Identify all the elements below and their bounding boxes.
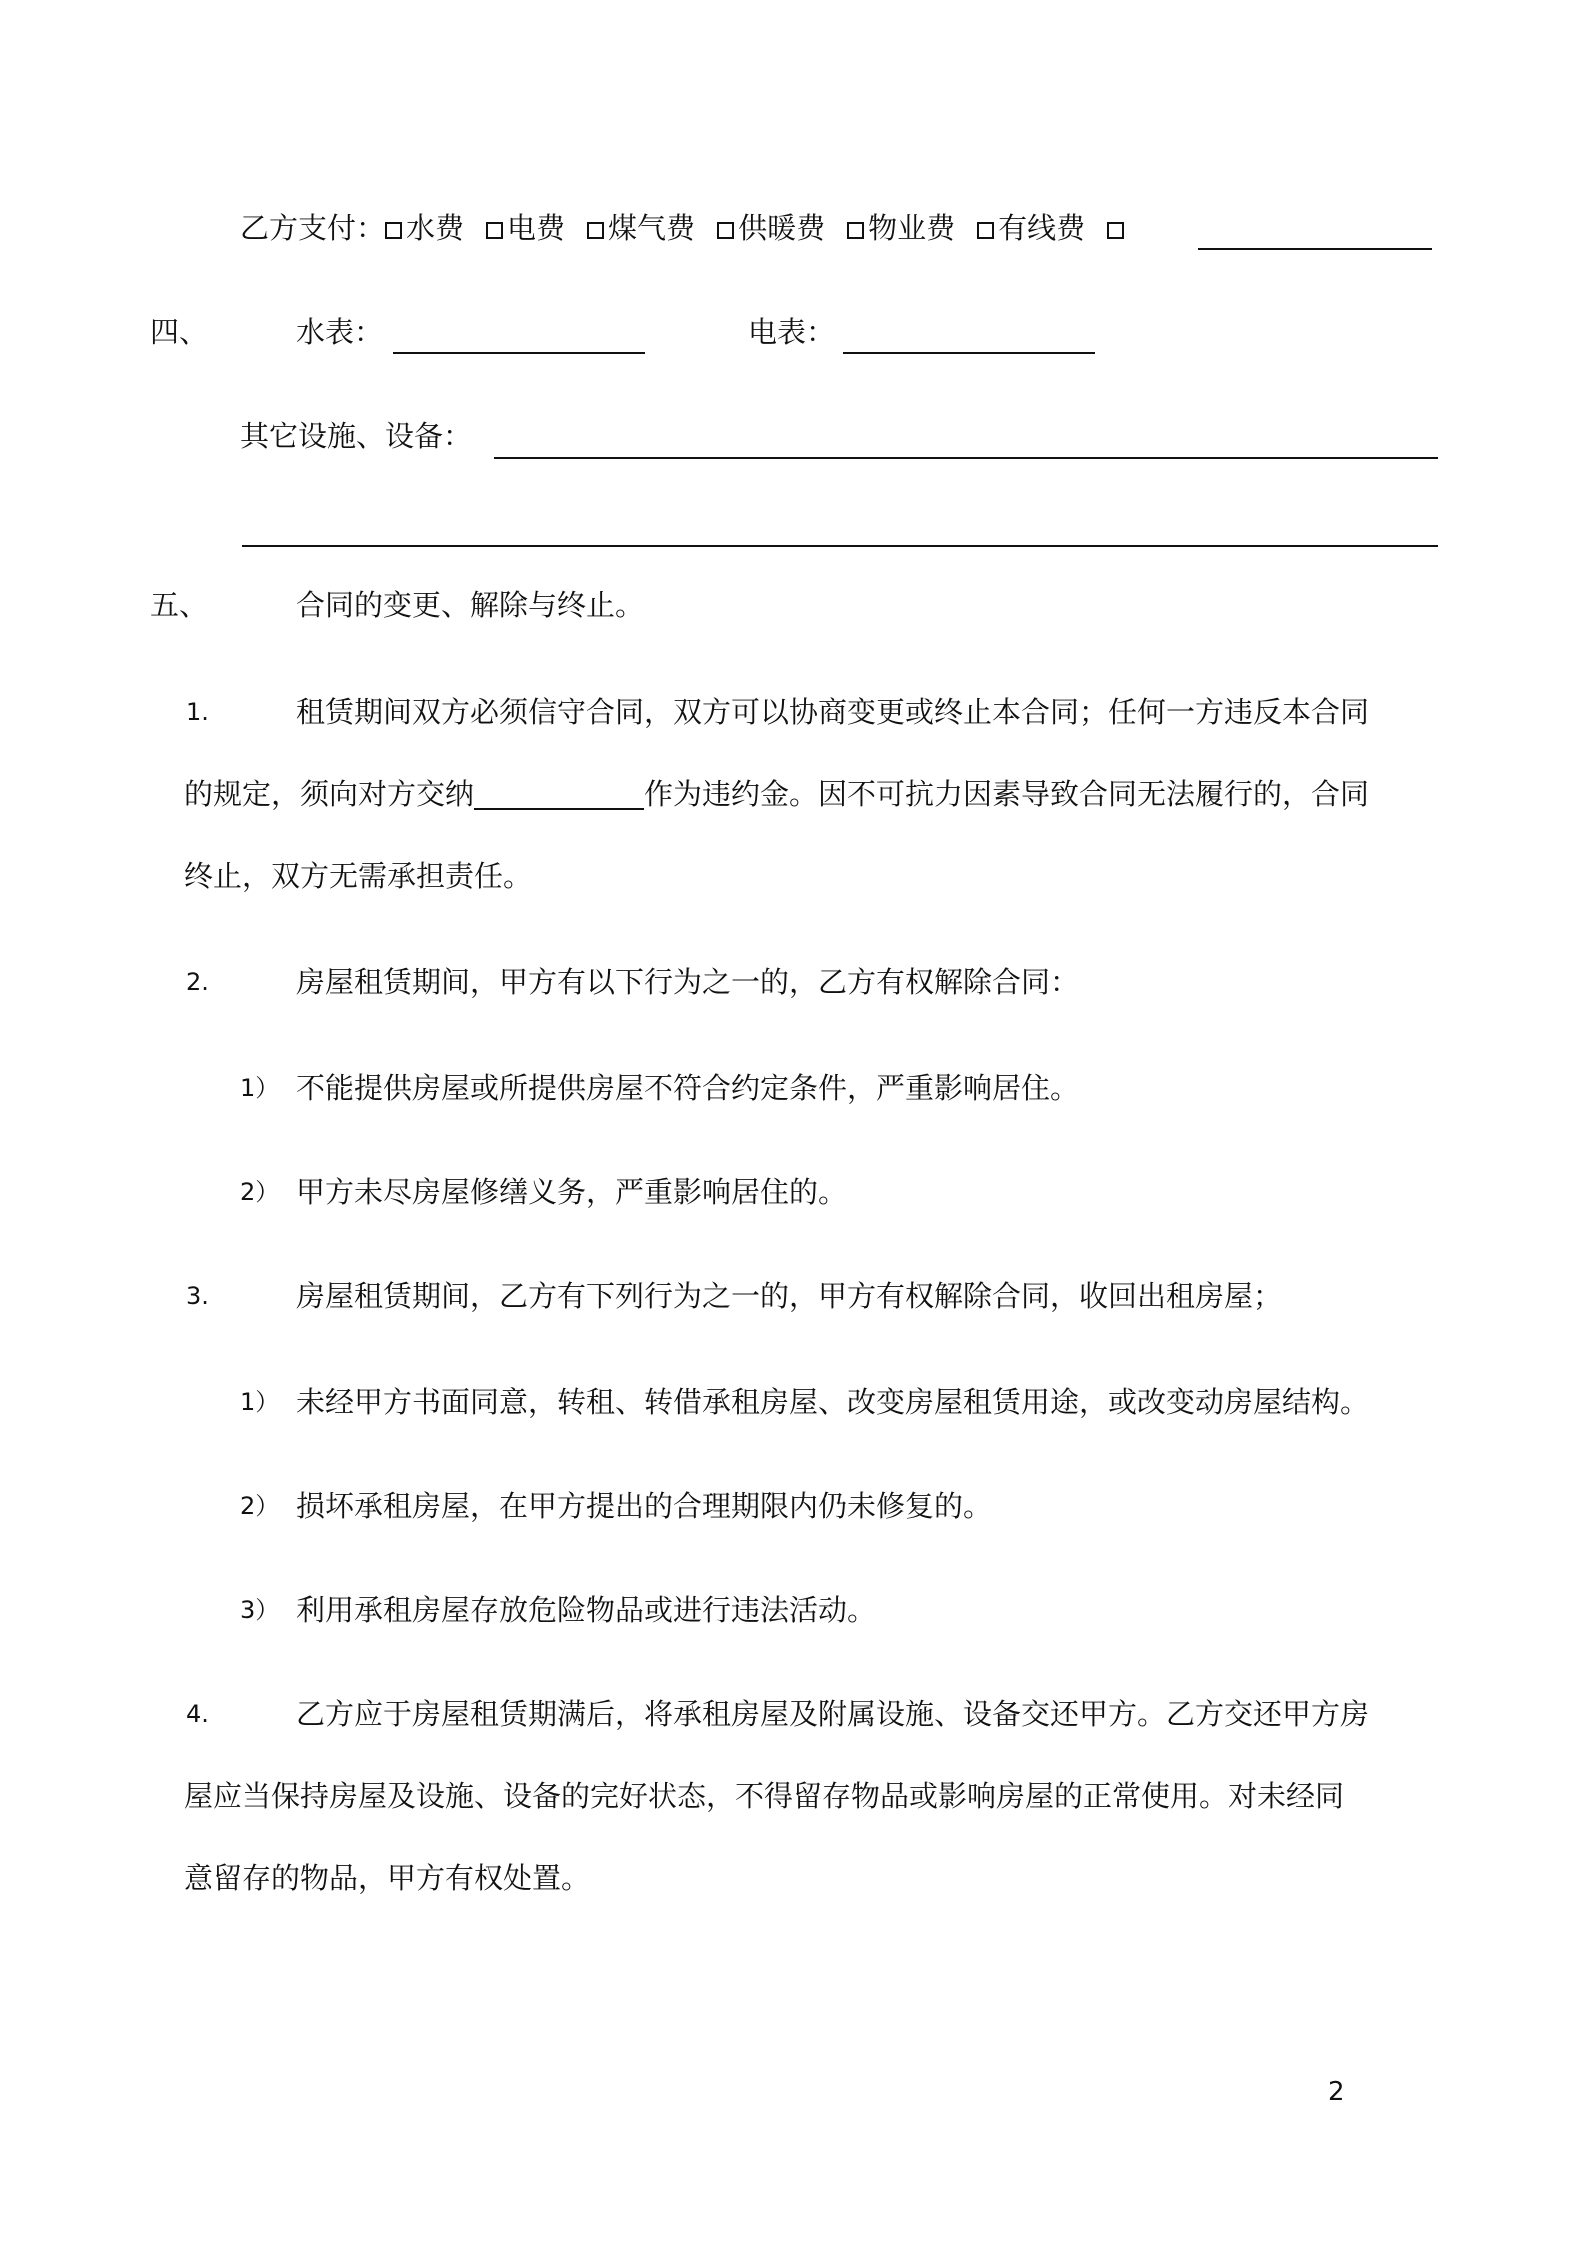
option-electric[interactable]: 电费 [486, 211, 565, 245]
item1-line2: 的规定，须向对方交纳 作为违约金。因不可抗力因素导致合同无法履行的，合同 [184, 777, 1370, 811]
other-facilities-blank-2[interactable] [242, 545, 1438, 547]
checkbox-icon[interactable] [847, 222, 864, 239]
checkbox-icon[interactable] [717, 222, 734, 239]
item3-text: 房屋租赁期间，乙方有下列行为之一的，甲方有权解除合同，收回出租房屋； [296, 1279, 1283, 1313]
item4-line3: 意留存的物品，甲方有权处置。 [184, 1861, 591, 1895]
item3-sub2-text: 损坏承租房屋，在甲方提出的合理期限内仍未修复的。 [296, 1489, 993, 1523]
item4-line1: 乙方应于房屋租赁期满后，将承租房屋及附属设施、设备交还甲方。乙方交还甲方房 [296, 1697, 1370, 1731]
item1-line3: 终止，双方无需承担责任。 [184, 859, 533, 893]
item2-text: 房屋租赁期间，甲方有以下行为之一的，乙方有权解除合同： [296, 965, 1080, 999]
item2-sub2-number: 2） [240, 1178, 280, 1206]
checkbox-icon[interactable] [486, 222, 503, 239]
checkbox-icon[interactable] [385, 222, 402, 239]
section4-number: 四、 [150, 315, 209, 349]
item4-number: 4. [186, 1700, 209, 1728]
penalty-blank[interactable] [474, 778, 644, 810]
option-heating[interactable]: 供暖费 [717, 211, 825, 245]
item3-sub1-text: 未经甲方书面同意，转租、转借承租房屋、改变房屋租赁用途，或改变动房屋结构。 [296, 1385, 1370, 1419]
checkbox-icon[interactable] [587, 222, 604, 239]
item3-sub1-number: 1） [240, 1388, 280, 1416]
item2-number: 2. [186, 968, 209, 996]
item3-sub3-text: 利用承租房屋存放危险物品或进行违法活动。 [296, 1593, 877, 1627]
item3-number: 3. [186, 1282, 209, 1310]
item2-sub1-number: 1） [240, 1074, 280, 1102]
item1-line1: 租赁期间双方必须信守合同，双方可以协商变更或终止本合同；任何一方违反本合同 [296, 695, 1370, 729]
option-gas[interactable]: 煤气费 [587, 211, 695, 245]
electric-meter-label: 电表： [748, 315, 836, 349]
other-facilities-blank[interactable] [494, 457, 1438, 459]
payment-line [240, 208, 1128, 248]
payment-label: 乙方支付： [240, 211, 386, 245]
item2-sub1-text: 不能提供房屋或所提供房屋不符合约定条件，严重影响居住。 [296, 1071, 1080, 1105]
page-number: 2 [1328, 2077, 1345, 2107]
option-cable[interactable]: 有线费 [977, 211, 1085, 245]
option-water[interactable]: 水费 [385, 211, 464, 245]
item2-sub2-text: 甲方未尽房屋修缮义务，严重影响居住的。 [296, 1175, 848, 1209]
item3-sub3-number: 3） [240, 1596, 280, 1624]
other-facilities-label: 其它设施、设备： [240, 419, 473, 453]
checkbox-icon[interactable] [977, 222, 994, 239]
option-property[interactable]: 物业费 [847, 211, 955, 245]
option-other[interactable] [1107, 211, 1128, 245]
payment-other-blank[interactable] [1198, 248, 1432, 250]
section5-title: 合同的变更、解除与终止。 [296, 588, 645, 622]
water-meter-label: 水表： [296, 315, 384, 349]
water-meter-blank[interactable] [393, 352, 645, 354]
electric-meter-blank[interactable] [843, 352, 1095, 354]
item1-number: 1. [186, 698, 209, 726]
checkbox-icon[interactable] [1107, 222, 1124, 239]
item3-sub2-number: 2） [240, 1492, 280, 1520]
item4-line2: 屋应当保持房屋及设施、设备的完好状态，不得留存物品或影响房屋的正常使用。对未经同 [184, 1779, 1345, 1813]
section5-number: 五、 [150, 588, 209, 622]
